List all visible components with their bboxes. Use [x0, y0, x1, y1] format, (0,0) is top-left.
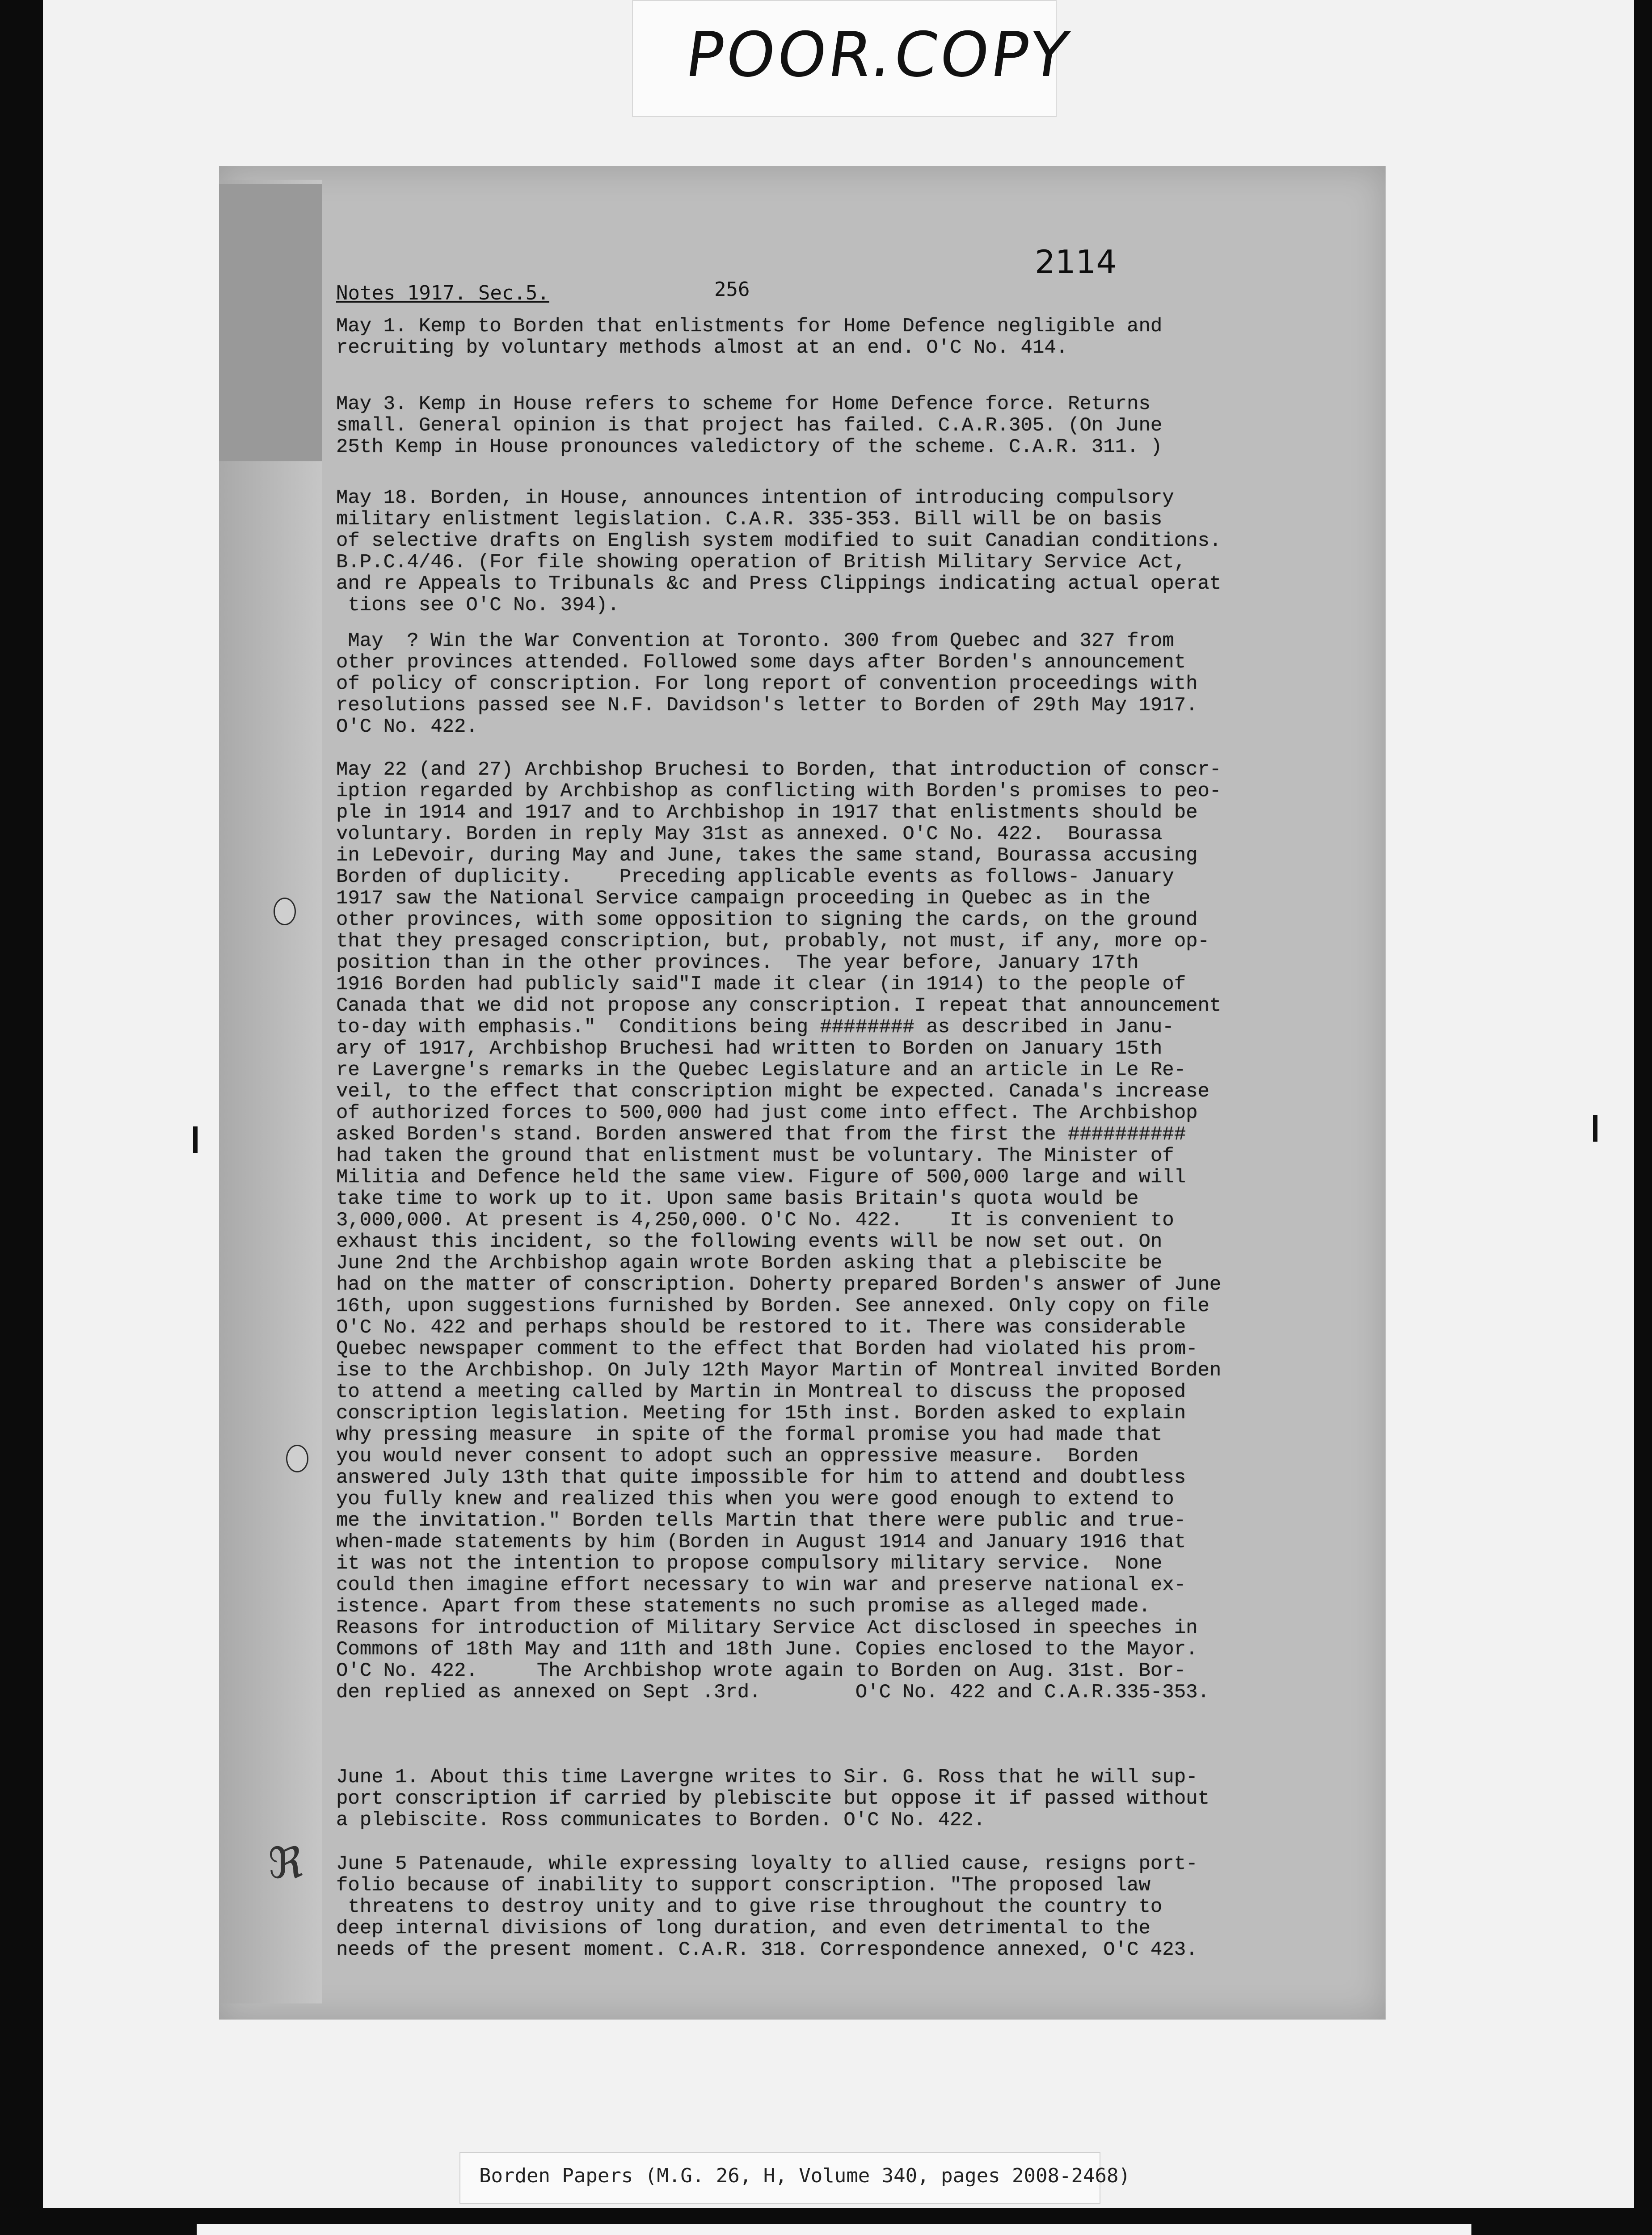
entry-june-5: June 5 Patenaude, while expressing loyalty to allied cause, resigns port- folio because of inability to support conscription. "The proposed law threatens to destroy unity and to give rise throughout the country to deep internal divisions of long duration, and even detrimental to the needs of the present moment. C.A.R. 318. Correspondence annexed, O'C 423. — [336, 1853, 1198, 1961]
entry-may-3: May 3. Kemp in House refers to scheme for Home Defence force. Returns small. General opinion is that project has failed. C.A.R.305. (On June 25th Kemp in House pronounces valedictory of the scheme. C.A.R. 311. ) — [336, 393, 1163, 458]
entry-may-convention: May ? Win the War Convention at Toronto. 300 from Quebec and 327 from other provinces attended. Followed some days after Borden's announcement of policy of conscription. For long report of convention proceedings with resolutions passed see N.F. Davidson's letter to Borden of 29th May 1917. O'C No. 422. — [336, 630, 1198, 738]
registration-mark-right — [1593, 1115, 1597, 1142]
registration-mark-left — [193, 1126, 198, 1153]
poor-copy-text: POOR.COPY — [681, 19, 1076, 91]
punch-hole-upper — [274, 898, 296, 925]
document-page-number: 2114 — [1035, 243, 1117, 281]
archives-panel — [197, 2224, 1471, 2235]
document-section-header: Notes 1917. Sec.5. — [336, 282, 549, 304]
reference-label — [459, 2152, 1130, 2204]
reference-text: Borden Papers (M.G. 26, H, Volume 340, pages 2008-2468) — [479, 2164, 1130, 2187]
margin-pencil-mark: ℜ — [268, 1838, 303, 1888]
entry-may-18: May 18. Borden, in House, announces intention of introducing compulsory military enlistment legislation. C.A.R. 335-353. Bill will be on basis of selective drafts on English system modified to suit Canadian conditions. B.P.C.4/46. (For file showing operation of British Military Service Act, and re Appeals to Tribunals &c and Press Clippings indicating actual operat tions see O'C No. 394). — [336, 487, 1222, 616]
entry-june-1: June 1. About this time Lavergne writes to Sir. G. Ross that he will sup- port conscription if carried by plebiscite but oppose it if passed without a plebiscite. Ross communicates to Borden. O'C No. 422. — [336, 1766, 1210, 1831]
document-page — [219, 166, 1386, 2020]
punch-hole-lower — [286, 1445, 308, 1472]
entry-may-1: May 1. Kemp to Borden that enlistments for Home Defence negligible and recruiting by voluntary methods almost at an end. O'C No. 414. — [336, 315, 1163, 359]
entry-may-22: May 22 (and 27) Archbishop Bruchesi to Borden, that introduction of conscr- iption regarded by Archbishop as conflicting with Borden's promises to peo- ple in 1914 and 1917 and to Archbishop in 1917 that enlistments should be voluntary. Borden in reply May 31st as annexed. O'C No. 422. Bourassa in LeDevoir, during May and June, takes the same stand, Bourassa accusing Borden of duplicity. Preceding applicable events as follows- January 1917 saw the National Service campaign proceeding in Quebec as in the other provinces, with some opposition to signing the cards, on the ground that they presaged conscription, but, probably, not must, if any, more op- position than in the other provinces. The year before, January 17th 1916 Borden had publicly said"I made it clear (in 1914) to the people of Canada that we did not propose any conscription. I repeat that announcement to-day with emphasis." Conditions being ######## as described in Janu- ary of 1917, Archbishop Bruchesi had written to Borden on January 15th re Lavergne's remarks in the Quebec Legislature and an article in Le Re- veil, to the effect that conscription might be expected. Canada's increase of authorized forces to 500,000 had just come into effect. The Archbishop asked Borden's stand. Borden answered that from the first the ########## had taken the ground that enlistment must be voluntary. The Minister of Militia and Defence held the same view. Figure of 500,000 large and will take time to work up to it. Upon same basis Britain's quota would be 3,000,000. At present is 4,250,000. O'C No. 422. It is convenient to exhaust this incident, so the following events will be now set out. On June 2nd the Archbishop again wrote Borden asking that a plebiscite be had on the matter of conscription. Doherty prepared Borden's answer of June 16th, upon suggestions furnished by Borden. See annexed. Only copy on file O'C No. 422 and perhaps should be restored to it. There was considerable Quebec newspaper comment to the effect that Borden had violated his prom- ise to the Archbishop. On July 12th Mayor Martin of Montreal invited Borden to attend a meeting called by Martin in Montreal to discuss the proposed conscription legislation. Meeting for 15th inst. Borden asked to explain why pressing measure in spite of the formal promise you had made that you would never consent to adopt such an oppressive measure. Borden answered July 13th that quite impossible for him to attend and doubtless you fully knew and realized this when you were good enough to extend to me the invitation." Borden tells Martin that there were public and true- when-made statements by him (Borden in August 1914 and January 1916 that it was not the intention to propose compulsory military service. None could then imagine effort necessary to win war and preserve national ex- istence. Apart from these statements no such promise as alleged made. Reasons for introduction of Military Service Act disclosed in speeches in Commons of 18th May and 11th and 18th June. Copies enclosed to the Mayor. O'C No. 422. The Archbishop wrote again to Borden on Aug. 31st. Bor- den replied as annexed on Sept .3rd. O'C No. 422 and C.A.R.335-353. — [336, 759, 1222, 1704]
binding-tab — [219, 184, 322, 461]
document-note-number: 256 — [714, 278, 750, 301]
poor-copy-label — [632, 0, 1076, 117]
